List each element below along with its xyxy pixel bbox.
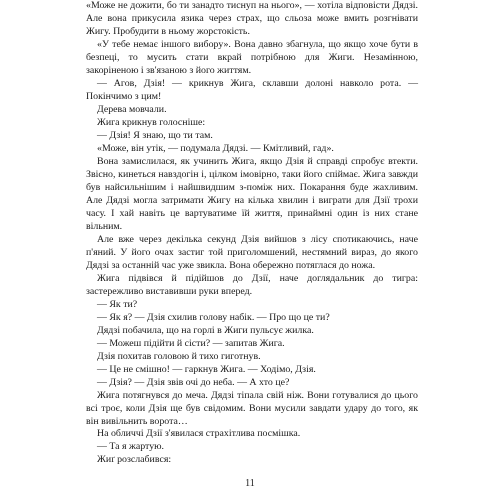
- paragraph: — Дзія! Я знаю, що ти там.: [97, 129, 213, 141]
- paragraph: — Це не смішно! — гаркнув Жига. — Ходімо, Дзія.: [97, 363, 316, 375]
- page-body-text: [86, 0, 418, 467]
- paragraph: — Та я жартую.: [97, 441, 164, 453]
- paragraph: Дядзі побачила, що на горлі в Жиги пульсує жилка.: [97, 324, 314, 336]
- paragraph: — Агов, Дзія! — крикнув Жига, склавши долоні навколо рота. — Покінчимо з цим!: [86, 77, 418, 102]
- paragraph: Жиґ розслабився:: [97, 454, 172, 466]
- paragraph: Жига підвівся й підійшов до Дзії, наче доглядальник до тигра: застережливо виставивши руки вперед.: [86, 272, 418, 297]
- paragraph: Дзія похитав головою й тихо гиготнув.: [97, 350, 261, 362]
- page-number: 11: [245, 478, 255, 489]
- paragraph: Вона замислилася, як учинить Жига, якщо Дзія й справді спробує втекти. Звісно, кинеться навздогін і, цілком імовірно, таки його спіймає. Жига завжди був найсильнішим і найшвидшим з-поміж них. Покарання буде жахливим. Але Дядзі могла затримати Жигу на кілька хвилин і виграти для Дзії трохи часу. І хай навіть це вартуватиме їй життя, принаймні один із них стане вільним.: [86, 155, 418, 232]
- paragraph: Жига потягнувся до меча. Дядзі тіпала свій ніж. Вони готувалися до цього всі троє, коли Дзія ще був свідомим. Вони мусили завдати удару до того, як він вивільнить ворота…: [86, 389, 418, 427]
- paragraph: «Може, він утік, — подумала Дядзі. — Кмітливий, гад».: [97, 142, 334, 154]
- paragraph: На обличчі Дзії з'явилася страхітлива посмішка.: [97, 428, 301, 440]
- paragraph: — Можеш підійти й сісти? — запитав Жига.: [97, 337, 285, 349]
- paragraph: «У тебе немає іншого вибору». Вона давно збагнула, що якщо хоче бути в безпеці, то мусить стати вкрай потрібною для Жиги. Незамінною, закоріненою і зв'язаною з його життям.: [86, 38, 418, 76]
- paragraph: Жига крикнув голосніше:: [97, 116, 206, 128]
- paragraph: — Дзія? — Дзія звів очі до неба. — А хто це?: [97, 376, 290, 388]
- paragraph: — Як ти?: [97, 298, 138, 310]
- paragraph: — Як я? — Дзія схилив голову набік. — Про що це ти?: [97, 311, 330, 323]
- paragraph: «Може не дожити, бо ти занадто тиснуп на нього», — хотіла відповісти Дядзі. Але вона прикусила язика через страх, що сльоза може вмить розгнівати Жигу. Пробудити в ньому жорстокість.: [86, 0, 418, 37]
- paragraph: Дерева мовчали.: [97, 103, 167, 115]
- paragraph: Але вже через декілька секунд Дзія вийшов з лісу спотикаючись, наче п'яний. У його очах застиг той приголомшений, нестямний вираз, до якого Дядзі за останній час уже звикла. Вона обережно потяглася до ножа.: [86, 233, 418, 271]
